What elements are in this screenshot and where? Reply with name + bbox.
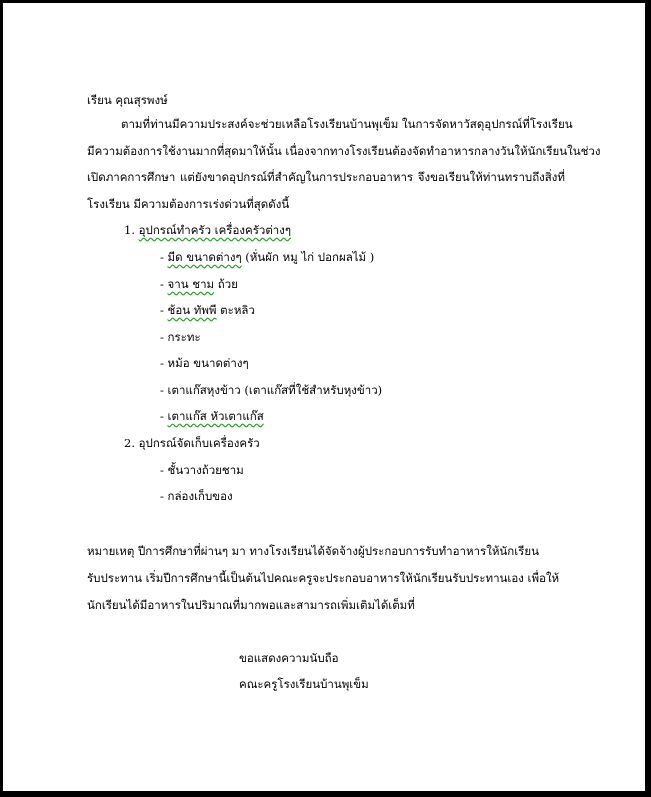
list-item: - มีด ขนาดต่างๆ (หั่นผัก หมู ไก่ ปอกผลไม้ ) bbox=[160, 250, 375, 264]
closing: ขอแสดงความนับถือ bbox=[239, 651, 339, 665]
list-item: - เตาแก๊สหุงข้าว (เตาแก๊สที่ใช้สำหรับหุงข้าว) bbox=[160, 383, 383, 397]
section-2-heading bbox=[124, 435, 260, 451]
section-title: อุปกรณ์ทำครัว เครื่องครัวต่างๆ bbox=[138, 223, 292, 237]
body-line-2: มีความต้องการใช้งานมากที่สุดมาให้นั้น เนื่องจากทางโรงเรียนต้องจัดทำอาหารกลางวันให้นักเรียนในช่วง bbox=[87, 144, 601, 158]
section-title: อุปกรณ์จัดเก็บเครื่องครัว bbox=[138, 436, 260, 450]
list-item: - กล่องเก็บของ bbox=[160, 489, 233, 503]
note-line-2: รับประทาน เริ่มปีการศึกษานี้เป็นต้นไปคณะครูจะประกอบอาหารให้นักเรียนรับประทานเอง เพื่อให้ bbox=[87, 571, 560, 585]
body-line-4: โรงเรียน มีความต้องการเร่งด่วนที่สุดดังนี้ bbox=[87, 197, 290, 211]
note-line-1: หมายเหตุ ปีการศึกษาที่ผ่านๆ มา ทางโรงเรียนได้จัดจ้างผู้ประกอบการรับทำอาหารให้นักเรียน bbox=[87, 544, 539, 558]
list-item: - ชั้นวางถ้วยชาม bbox=[160, 463, 244, 477]
note-line-3: นักเรียนได้มีอาหารในปริมาณที่มากพอและสามารถเพิ่มเติมได้เต็มที่ bbox=[87, 598, 415, 612]
section-1-heading bbox=[124, 222, 291, 238]
list-item: - กระทะ bbox=[160, 330, 201, 344]
section-number: 1. bbox=[124, 223, 135, 237]
salutation: เรียน คุณสุรพงษ์ bbox=[87, 93, 168, 107]
body-line-3: เปิดภาคการศึกษา แต่ยังขาดอุปกรณ์ที่สำคัญในการประกอบอาหาร จึงขอเรียนให้ท่านทราบถึงสิ่งที่ bbox=[87, 170, 565, 184]
list-item: - เตาแก๊ส หัวเตาแก๊ส bbox=[160, 409, 264, 423]
body-line-1: ตามที่ท่านมีความประสงค์จะช่วยเหลือโรงเรียนบ้านพุเข็ม ในการจัดหาวัสดุอุปกรณ์ที่โรงเรียน bbox=[121, 117, 573, 131]
list-item: - หม้อ ขนาดต่างๆ bbox=[160, 356, 249, 370]
section-number: 2. bbox=[124, 436, 135, 450]
list-item: - จาน ชาม ถ้วย bbox=[160, 277, 238, 291]
signature: คณะครูโรงเรียนบ้านพุเข็ม bbox=[239, 677, 369, 691]
list-item: - ช้อน ทัพพี ตะหลิว bbox=[160, 303, 255, 317]
